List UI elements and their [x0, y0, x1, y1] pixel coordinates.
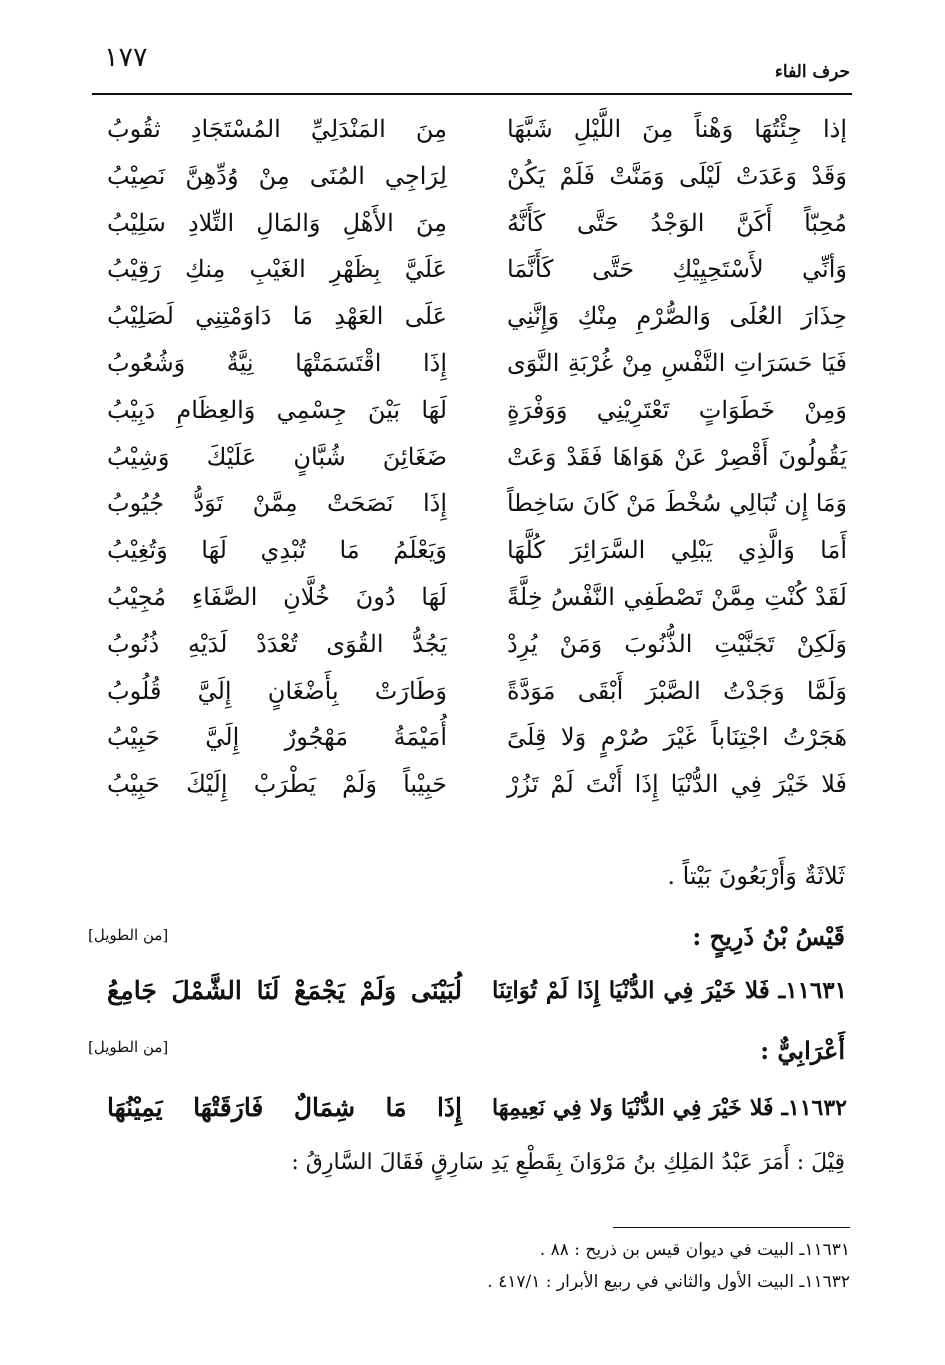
verse-row — [95, 434, 847, 481]
first-hemistich: وَلَكِنْ تَجَنَّيْتِ الذُّنُوبَ وَمَنْ يُرِدْ — [507, 629, 847, 658]
verse-row — [95, 340, 847, 387]
second-hemistich: مِنَ المَنْدَلِيِّ المُسْتَجَادِ ثقُوبُ — [107, 115, 447, 143]
first-hemistich: وَمِنْ خَطَوَاتٍ تَعْتَرِيْنِي وَوَفْرَةٍ — [507, 395, 847, 424]
second-hemistich: أُمَيْمَةُ مَهْجُورٌ إِلَيَّ حَبِيْبُ — [107, 723, 447, 752]
second-hemistich: وَطَارَتْ بِأَضْغَانٍ إِلَيَّ قُلُوبُ — [107, 676, 447, 705]
verse-row — [95, 480, 847, 527]
poem-verses — [95, 106, 847, 808]
verse-row — [95, 106, 847, 153]
prose-line: قِيْلَ : أَمَرَ عَبْدُ المَلِكِ بنُ مَرْوَانَ بِقَطْعِ يَدِ سَارِقٍ فَقَالَ السَّارِقُ : — [291, 1150, 845, 1175]
first-hemistich: ١١٦٣١ـ فَلا خَيْرَ فِي الدُّنْيَا إِذَا لَمْ تُوَاتِنَا — [492, 977, 847, 1004]
second-hemistich: ضَغَائِنَ شُبَّانٍ عَلَيْكَ وَشِيْبُ — [107, 442, 447, 471]
page-header — [92, 40, 852, 92]
footnote: ١١٦٣١ـ البيت في ديوان قيس بن ذريح : ٨٨ . — [539, 1240, 850, 1260]
first-hemistich: إذا جِئْتُهَا وَهْناً مِنَ اللَّيْلِ شَبَّهَا — [507, 115, 847, 143]
first-hemistich: حِذَارَ العُلَى وَالصُّرْمِ مِنْكِ وَإِنَّنِي — [507, 302, 847, 331]
first-hemistich: هَجَرْتُ اجْتِنَاباً غَيْرَ صُرْمٍ وَلا قِلَىً — [507, 723, 847, 752]
second-hemistich: عَلَى العَهْدِ مَا دَاوَمْتِنِي لَصَلِيْبُ — [107, 302, 447, 331]
footnote-rule — [613, 1227, 850, 1228]
second-hemistich: يَجُدُّ القُوَى تُعْدَدْ لَدَيْهِ ذُنُوبُ — [107, 629, 447, 658]
second-hemistich: عَلَيَّ بِظَهْرِ الغَيْبِ مِنكِ رَقِيْبُ — [107, 255, 447, 284]
numbered-verse — [95, 1085, 847, 1131]
verse-row — [95, 714, 847, 761]
second-hemistich: مِنَ الأَهْلِ وَالمَالِ التِّلادِ سَلِيْبُ — [107, 208, 447, 237]
first-hemistich: أَمَا وَالَّذِي يَبْلِي السَّرَائِرَ كُلَّهَا — [507, 536, 847, 565]
second-hemistich: لَهَا دُونَ خُلَّانِ الصَّفَاءِ مُجِيْبُ — [107, 582, 447, 611]
meter-label: [من الطويل] — [88, 1038, 169, 1056]
first-hemistich: مُحِبّاً أَكَنَّ الوَجْدُ حَتَّى كَأَنَّهُ — [507, 208, 847, 237]
first-hemistich: وَلَمَّا وَجَدْتُ الصَّبْرَ أَبْقَى مَوَدَّةً — [507, 676, 847, 705]
second-hemistich: وَيَعْلَمُ مَا تُبْدِي لَهَا وَتُغِيْبُ — [107, 536, 447, 565]
second-hemistich: إِذَا اقْتَسَمَتْهَا نِيَّةٌ وَشُعُوبُ — [107, 348, 447, 377]
verse-row — [95, 527, 847, 574]
verse-row — [95, 387, 847, 434]
first-hemistich: فَيَا حَسَرَاتِ النَّفْسِ مِنْ غُرْبَةِ النَّوَى — [507, 348, 847, 377]
second-hemistich: إِذَا نَصَحَتْ مِمَّنْ تَوَدُّ جُيُوبُ — [107, 489, 447, 518]
header-rule — [92, 93, 852, 95]
verse-row — [95, 761, 847, 808]
first-hemistich: لَقَدْ كُنْتِ مِمَّنْ تَصْطَفِي النَّفْسُ خِلَّةً — [507, 582, 847, 611]
second-hemistich: حَبِيْباً وَلَمْ يَطْرَبْ إِلَيْكَ حَبِيْبُ — [107, 770, 447, 799]
running-title: حرف الفاء — [774, 62, 850, 82]
second-hemistich: لَهَا بَيْنَ جِسْمِي وَالعِظَامِ دَبِيْبُ — [107, 395, 447, 424]
first-hemistich: وَقَدْ وَعَدَتْ لَيْلَى وَمَنَّتْ فَلَمْ يَكُنْ — [507, 161, 847, 190]
poet-name: أَعْرَابِيٌّ : — [760, 1036, 845, 1065]
second-hemistich: لِرَاجِي المُنَى مِنْ وُدِّهِنَّ نَصِيْبُ — [107, 161, 447, 190]
first-hemistich: فَلا خَيْرَ فِي الدُّنْيَا إِذَا أَنْتَ لَمْ تَزُرْ — [507, 770, 847, 799]
verse-count-note: ثَلاثَةٌ وَأَرْبَعُونَ بَيْتاً . — [667, 862, 845, 890]
first-hemistich: يَقُولُونَ أَقْصِرْ عَنْ هَوَاهَا فَقَدْ وَعَتْ — [507, 442, 847, 471]
numbered-verse — [95, 968, 847, 1014]
first-hemistich: ١١٦٣٢ـ فَلا خَيْرَ فِي الدُّنْيَا وَلا فِي نَعِيمِهَا — [492, 1095, 847, 1121]
verse-row — [95, 200, 847, 247]
poet-name: قَيْسُ بْنُ ذَرِيحٍ : — [692, 922, 845, 951]
verse-row — [95, 621, 847, 668]
verse-row — [95, 293, 847, 340]
footnote: ١١٦٣٢ـ البيت الأول والثاني في ربيع الأبرار : ٤١٧/١ . — [487, 1272, 850, 1292]
verse-row — [95, 574, 847, 621]
first-hemistich: وَأنِّي لأَسْتَحِيِيْكِ حَتَّى كَأَنَّمَا — [507, 255, 847, 284]
verse-row — [95, 246, 847, 293]
page-number: ١٧٧ — [104, 42, 148, 73]
meter-label: [من الطويل] — [88, 926, 169, 944]
verse-row — [95, 668, 847, 715]
first-hemistich: وَمَا إِن تُبَالِي سُخْطَ مَنْ كَانَ سَاخِطاً — [507, 489, 847, 518]
second-hemistich: لُبَيْنَى وَلَمْ يَجْمَعْ لَنَا الشَّمْلَ جَامِعُ — [107, 976, 462, 1005]
verse-row — [95, 153, 847, 200]
second-hemistich: إِذَا مَا شِمَالٌ فَارَقَتْهَا يَمِيْنُهَا — [107, 1093, 462, 1122]
